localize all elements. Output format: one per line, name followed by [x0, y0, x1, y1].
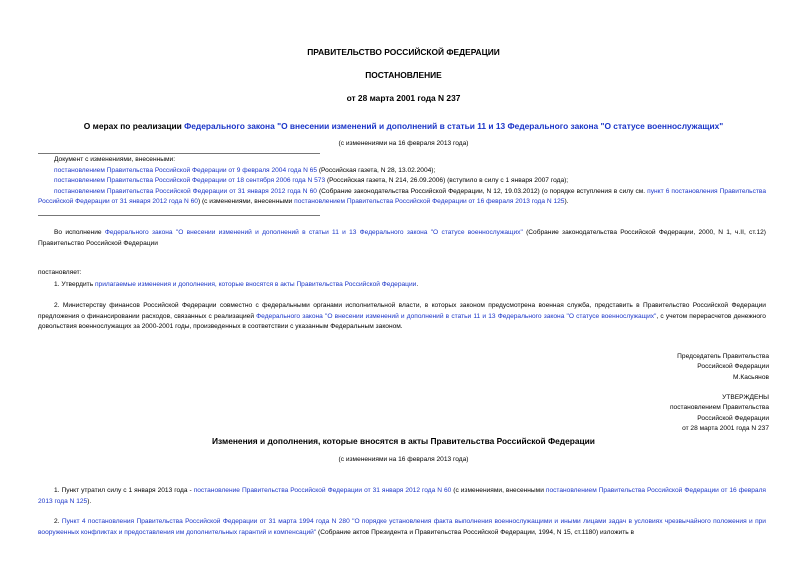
- bottom-divider: [38, 215, 320, 216]
- annex-item-1-mid: (с изменениями, внесенными: [451, 487, 546, 494]
- annex-item-1-link[interactable]: постановление Правительства Российской Федерации от 31 января 2012 года N 60: [193, 487, 452, 494]
- government-heading: ПРАВИТЕЛЬСТВО РОССИЙСКОЙ ФЕДЕРАЦИИ: [307, 47, 500, 57]
- paragraph-1-prefix: 1. Утвердить: [54, 281, 95, 288]
- intro-law-link[interactable]: Федерального закона "О внесении изменений и дополнений в статьи 11 и 13 Федерального закона "О статусе военнослужащих": [104, 229, 523, 236]
- changes-item-2: [54, 176, 766, 187]
- changes-block: [38, 155, 767, 208]
- annex-item-1-link-2[interactable]: постановлением Правительства Российской Федерации от 16 февраля 2013 года N 125: [38, 487, 766, 505]
- changes-heading: Документ с изменениями, внесенными:: [54, 156, 176, 163]
- approved-line-4: от 28 марта 2001 года N 237: [682, 424, 769, 432]
- intro-suffix: (Собрание законодательства Российской Федерации, 2000, N 1, ч.II, ст.12) Правительство Российской Федерации: [38, 229, 766, 247]
- annex-item-2-prefix: 2.: [54, 518, 62, 525]
- intro-paragraph: [38, 228, 766, 249]
- signature-block: [677, 352, 769, 383]
- changes-item-1-text: (Российская газета, N 28, 13.02.2004);: [317, 166, 436, 174]
- title-prefix: О мерах по реализации: [83, 121, 185, 131]
- changes-item-1-link[interactable]: постановлением Правительства Российской Федерации от 9 февраля 2004 года N 65: [54, 166, 318, 174]
- annex-item-2-link[interactable]: Пункт 4 постановления Правительства Российской Федерации от 31 марта 1994 года N 280 "О порядке установления факта выполнения военнослужащими и иными лицами задач в условиях чрезвычайного положения и при вооруженных конфликтах и предоставления им дополнительных гарантий и компенсаций": [38, 518, 766, 536]
- annex-item-2-suffix: (Собрание актов Президента и Правительства Российской Федерации, 1994, N 15, ст.1180) изложить в: [316, 528, 635, 536]
- document-title: [0, 121, 807, 131]
- paragraph-1: [38, 280, 766, 291]
- signature-line-3: М.Касьянов: [733, 373, 769, 381]
- changes-item-3-link-3[interactable]: постановлением Правительства Российской Федерации от 16 февраля 2013 года N 125: [294, 198, 565, 205]
- annex-revision-note: (с изменениями на 16 февраля 2013 года): [338, 456, 469, 463]
- annex-item-1: [38, 486, 766, 507]
- approved-block: [670, 393, 769, 434]
- paragraph-2: [38, 301, 766, 333]
- approved-line-2: постановлением Правительства: [669, 404, 769, 412]
- approved-line-3: Российской Федерации: [697, 414, 769, 422]
- changes-item-3-text: (Собрание законодательства Российской Федерации, N 12, 19.03.2012) (о порядке вступления в силу см.: [316, 187, 648, 195]
- changes-item-3-end: ).: [564, 198, 569, 205]
- annex-item-1-suffix: ).: [87, 497, 92, 505]
- changes-item-3: [38, 187, 766, 208]
- signature-line-2: Российской Федерации: [697, 363, 769, 371]
- title-law-link[interactable]: Федерального закона "О внесении изменений и дополнений в статьи 11 и 13 Федерального закона "О статусе военнослужащих": [184, 121, 724, 131]
- changes-item-1: [54, 166, 766, 177]
- revision-note: (с изменениями на 16 февраля 2013 года): [338, 140, 469, 147]
- changes-item-3-link[interactable]: постановлением Правительства Российской Федерации от 31 января 2012 года N 60: [54, 187, 317, 195]
- paragraph-2-prefix: 2. Министерству финансов Российской Федерации совместно с федеральными органами исполнительной власти, в которых законом предусмотрена военная служба, представить в Правительство Российской Федерации предложения о финансировании расходов, связанных с реализацией: [38, 302, 766, 320]
- intro-prefix: Во исполнение: [54, 229, 105, 236]
- document-type: ПОСТАНОВЛЕНИЕ: [365, 70, 442, 80]
- annex-item-1-prefix: 1. Пункт утратил силу с 1 января 2013 года -: [54, 487, 194, 494]
- document-date: от 28 марта 2001 года N 237: [346, 93, 461, 103]
- approved-line-1: УТВЕРЖДЕНЫ: [722, 394, 769, 401]
- changes-item-2-link[interactable]: постановлением Правительства Российской Федерации от 18 сентября 2006 года N 573: [54, 177, 326, 184]
- paragraph-2-link[interactable]: Федерального закона "О внесении изменений и дополнений в статьи 11 и 13 Федерального закона "О статусе военнослужащих": [256, 312, 657, 320]
- annex-item-2: [38, 517, 766, 538]
- paragraph-2-suffix: , с учетом перерасчетов денежного довольствия военнослужащих за 2000-2001 годы, произведенных в соответствии с указанным Федеральным законом.: [38, 312, 766, 330]
- annex-title: Изменения и дополнения, которые вносятся в акты Правительства Российской Федерации: [212, 436, 595, 446]
- changes-item-3-mid: ) (с изменениями, внесенными: [197, 198, 295, 205]
- resolves-label: постановляет:: [38, 269, 82, 276]
- changes-item-3-link-2[interactable]: пункт 6 постановления Правительства Российской Федерации от 31 января 2012 года N 60: [38, 187, 767, 205]
- paragraph-1-suffix: .: [416, 281, 419, 288]
- top-divider: [38, 153, 320, 154]
- changes-item-2-text: (Российская газета, N 214, 26.09.2006) (вступило в силу с 1 января 2007 года);: [325, 177, 569, 184]
- paragraph-1-link[interactable]: прилагаемые изменения и дополнения, которые вносятся в акты Правительства Российской Федерации: [94, 281, 417, 288]
- signature-line-1: Председатель Правительства: [677, 353, 769, 360]
